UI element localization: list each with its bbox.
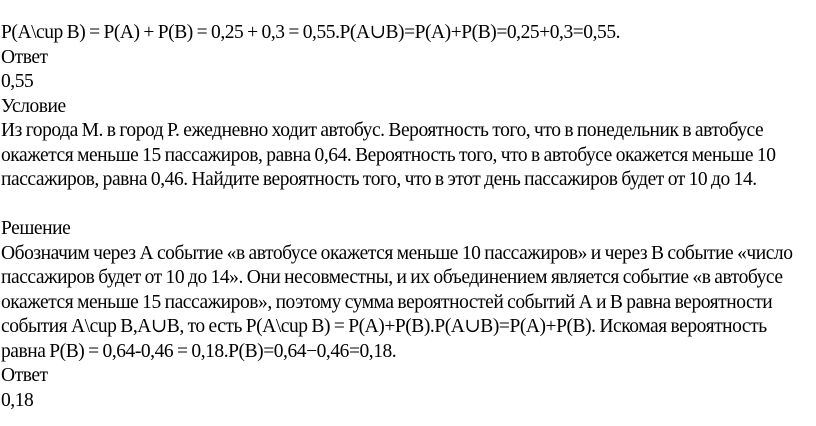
solution-heading: Решение — [1, 218, 71, 239]
answer-value: 0,18 — [1, 389, 34, 411]
condition-line: пассажиров, равна 0,46. Найдите вероятность того, что в этот день пассажиров будет от 10 до 14. — [1, 169, 757, 190]
solution-line: равна P(B) = 0,64-0,46 = 0,18.P(B)=0,64−0,46=0,18. — [1, 340, 397, 362]
condition-text — [1, 119, 813, 193]
answer-label: Ответ — [1, 46, 48, 68]
top-formula: P(A\cup B) = P(A) + P(B) = 0,25 + 0,3 = 0,55.P(A∪B)=P(A)+P(B)=0,25+0,3=0,55. — [1, 22, 621, 43]
solution-line: события A\cup B,A∪B, то есть P(A\cup B) = P(A)+P(B).P(A∪B)=P(A)+P(B). Искомая вероятность — [1, 316, 767, 337]
answer-value: 0,55 — [1, 71, 34, 92]
solution-line: пассажиров будет от 10 до 14». Они несовместны, и их объединением является событие «в автобусе — [1, 267, 783, 288]
document-body — [1, 21, 813, 413]
solution-text — [1, 242, 813, 365]
condition-line: окажется меньше 15 пассажиров, равна 0,64. Вероятность того, что в автобусе окажется меньше 10 — [1, 144, 776, 166]
answer-label: Ответ — [1, 365, 48, 386]
condition-line: Из города М. в город Р. ежедневно ходит автобус. Вероятность того, что в понедельник в автобусе — [1, 120, 764, 141]
solution-line: окажется меньше 15 пассажиров», поэтому сумма вероятностей событий А и В равна вероятности — [1, 291, 773, 313]
condition-heading: Условие — [1, 95, 66, 117]
blank-line — [1, 193, 813, 218]
solution-line: Обозначим через А событие «в автобусе окажется меньше 10 пассажиров» и через В событие «число — [1, 242, 793, 264]
